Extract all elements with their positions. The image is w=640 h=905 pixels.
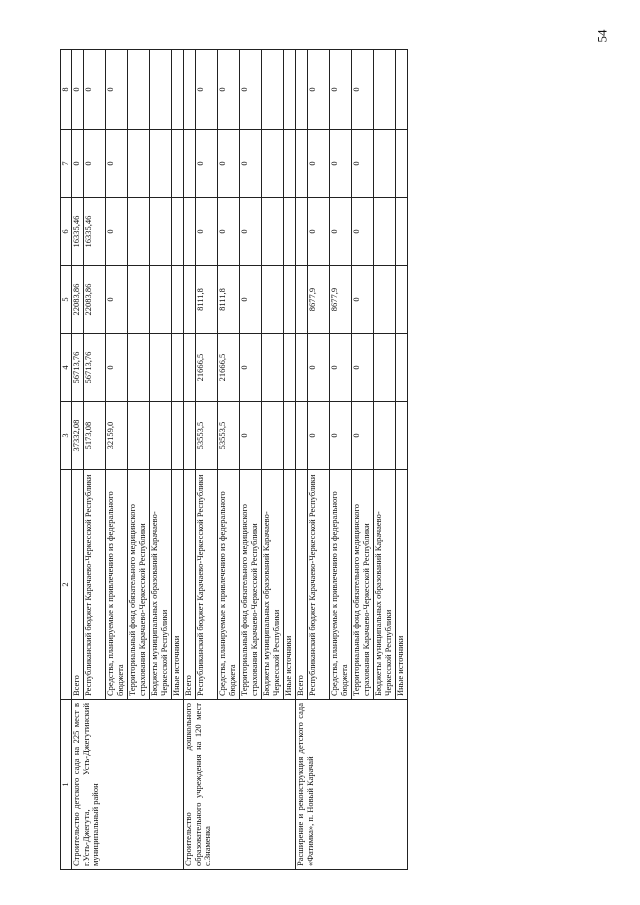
amount-cell bbox=[374, 50, 396, 130]
table-row bbox=[296, 50, 308, 870]
amount-cell bbox=[284, 266, 296, 334]
amount-cell: 5173,08 bbox=[84, 402, 106, 470]
amount-cell bbox=[128, 334, 150, 402]
amount-cell: 0 bbox=[308, 334, 330, 402]
amount-cell bbox=[150, 130, 172, 198]
amount-cell: 0 bbox=[352, 130, 374, 198]
amount-cell bbox=[184, 50, 196, 130]
amount-cell bbox=[374, 334, 396, 402]
amount-cell bbox=[184, 402, 196, 470]
amount-cell: 8111,8 bbox=[218, 266, 240, 334]
amount-cell bbox=[150, 402, 172, 470]
amount-cell bbox=[184, 334, 196, 402]
funding-source-label: Республиканский бюджет Карачаево-Черкесской Республики bbox=[196, 470, 218, 700]
rotated-table-container bbox=[60, 50, 600, 870]
amount-cell: 0 bbox=[218, 198, 240, 266]
amount-cell bbox=[284, 130, 296, 198]
amount-cell: 0 bbox=[330, 50, 352, 130]
amount-cell: 0 bbox=[240, 402, 262, 470]
funding-source-label: Средства, планируемые к привлечению из федерального бюджета bbox=[330, 470, 352, 700]
column-header: 3 bbox=[61, 402, 72, 470]
amount-cell: 0 bbox=[72, 130, 84, 198]
amount-cell bbox=[296, 402, 308, 470]
amount-cell: 0 bbox=[196, 198, 218, 266]
amount-cell bbox=[396, 266, 408, 334]
amount-cell bbox=[172, 402, 184, 470]
amount-cell bbox=[128, 266, 150, 334]
amount-cell: 53553,5 bbox=[196, 402, 218, 470]
funding-source-label: Территориальный фонд обязательного медицинского страхования Карачаево-Черкесской Республики bbox=[240, 470, 262, 700]
amount-cell: 0 bbox=[308, 402, 330, 470]
amount-cell bbox=[396, 198, 408, 266]
amount-cell: 16335,46 bbox=[72, 198, 84, 266]
amount-cell: 0 bbox=[240, 50, 262, 130]
funding-source-label: Республиканский бюджет Карачаево-Черкесской Республики bbox=[84, 470, 106, 700]
funding-source-label: Всего bbox=[72, 470, 84, 700]
funding-table bbox=[60, 49, 408, 870]
amount-cell bbox=[172, 50, 184, 130]
amount-cell bbox=[184, 198, 196, 266]
amount-cell bbox=[262, 50, 284, 130]
amount-cell bbox=[128, 402, 150, 470]
amount-cell bbox=[284, 402, 296, 470]
amount-cell: 0 bbox=[352, 50, 374, 130]
amount-cell bbox=[396, 50, 408, 130]
amount-cell bbox=[184, 266, 196, 334]
amount-cell bbox=[128, 198, 150, 266]
column-header: 8 bbox=[61, 50, 72, 130]
amount-cell: 0 bbox=[84, 130, 106, 198]
column-header: 5 bbox=[61, 266, 72, 334]
funding-source-label: Средства, планируемые к привлечению из федерального бюджета bbox=[106, 470, 128, 700]
amount-cell: 8111,8 bbox=[196, 266, 218, 334]
amount-cell: 0 bbox=[330, 334, 352, 402]
amount-cell bbox=[374, 266, 396, 334]
column-header: 1 bbox=[61, 700, 72, 870]
amount-cell bbox=[396, 130, 408, 198]
funding-source-label: Иные источники bbox=[172, 470, 184, 700]
amount-cell: 0 bbox=[352, 266, 374, 334]
amount-cell: 0 bbox=[330, 198, 352, 266]
amount-cell: 0 bbox=[240, 130, 262, 198]
amount-cell bbox=[262, 402, 284, 470]
funding-source-label: Всего bbox=[296, 470, 308, 700]
amount-cell bbox=[374, 130, 396, 198]
amount-cell bbox=[262, 334, 284, 402]
amount-cell bbox=[172, 198, 184, 266]
amount-cell: 0 bbox=[218, 130, 240, 198]
amount-cell bbox=[296, 266, 308, 334]
funding-source-label: Территориальный фонд обязательного медицинского страхования Карачаево-Черкесской Республики bbox=[352, 470, 374, 700]
amount-cell: 56713,76 bbox=[84, 334, 106, 402]
page-number: 54 bbox=[594, 29, 610, 43]
amount-cell bbox=[296, 50, 308, 130]
amount-cell: 0 bbox=[106, 266, 128, 334]
amount-cell bbox=[150, 334, 172, 402]
amount-cell bbox=[172, 130, 184, 198]
project-name: Строительство детского сада на 225 мест в г.Усть-Джегута, Усть-Джегутинский муниципальный район bbox=[72, 700, 184, 870]
amount-cell: 0 bbox=[106, 198, 128, 266]
table-row bbox=[184, 50, 196, 870]
amount-cell: 21666,5 bbox=[218, 334, 240, 402]
amount-cell: 0 bbox=[308, 50, 330, 130]
amount-cell: 0 bbox=[84, 50, 106, 130]
amount-cell: 0 bbox=[352, 402, 374, 470]
amount-cell: 0 bbox=[72, 50, 84, 130]
amount-cell: 53553,5 bbox=[218, 402, 240, 470]
amount-cell: 56713,76 bbox=[72, 334, 84, 402]
amount-cell: 0 bbox=[106, 334, 128, 402]
amount-cell bbox=[128, 50, 150, 130]
amount-cell bbox=[172, 334, 184, 402]
amount-cell: 0 bbox=[352, 198, 374, 266]
amount-cell bbox=[262, 266, 284, 334]
amount-cell: 0 bbox=[106, 130, 128, 198]
amount-cell bbox=[284, 50, 296, 130]
amount-cell: 0 bbox=[352, 334, 374, 402]
funding-source-label: Всего bbox=[184, 470, 196, 700]
amount-cell: 37332,08 bbox=[72, 402, 84, 470]
amount-cell bbox=[284, 198, 296, 266]
column-header: 4 bbox=[61, 334, 72, 402]
project-name: Строительство дошкольного образовательного учреждения на 120 мест с.Знаменка bbox=[184, 700, 296, 870]
amount-cell: 8677,9 bbox=[330, 266, 352, 334]
amount-cell: 32159,0 bbox=[106, 402, 128, 470]
funding-source-label: Республиканский бюджет Карачаево-Черкесской Республики bbox=[308, 470, 330, 700]
header-row bbox=[61, 50, 72, 870]
amount-cell bbox=[396, 334, 408, 402]
amount-cell: 0 bbox=[196, 50, 218, 130]
column-header: 7 bbox=[61, 130, 72, 198]
amount-cell: 0 bbox=[308, 130, 330, 198]
amount-cell: 0 bbox=[196, 130, 218, 198]
table-row bbox=[72, 50, 84, 870]
funding-source-label: Территориальный фонд обязательного медицинского страхования Карачаево-Черкесской Республики bbox=[128, 470, 150, 700]
amount-cell bbox=[150, 266, 172, 334]
amount-cell bbox=[284, 334, 296, 402]
funding-source-label: Средства, планируемые к привлечению из федерального бюджета bbox=[218, 470, 240, 700]
amount-cell: 8677,9 bbox=[308, 266, 330, 334]
amount-cell: 0 bbox=[240, 334, 262, 402]
column-header: 6 bbox=[61, 198, 72, 266]
amount-cell bbox=[296, 334, 308, 402]
amount-cell bbox=[150, 198, 172, 266]
amount-cell bbox=[296, 198, 308, 266]
amount-cell: 0 bbox=[308, 198, 330, 266]
amount-cell bbox=[296, 130, 308, 198]
amount-cell: 0 bbox=[240, 266, 262, 334]
funding-source-label: Иные источники bbox=[396, 470, 408, 700]
funding-source-label: Иные источники bbox=[284, 470, 296, 700]
amount-cell bbox=[262, 130, 284, 198]
amount-cell bbox=[184, 130, 196, 198]
column-header: 2 bbox=[61, 470, 72, 700]
amount-cell: 21666,5 bbox=[196, 334, 218, 402]
amount-cell: 0 bbox=[240, 198, 262, 266]
funding-source-label: Бюджеты муниципальных образований Карачаево-Черкесской Республики bbox=[374, 470, 396, 700]
amount-cell bbox=[172, 266, 184, 334]
amount-cell bbox=[150, 50, 172, 130]
amount-cell: 0 bbox=[106, 50, 128, 130]
amount-cell bbox=[374, 198, 396, 266]
funding-source-label: Бюджеты муниципальных образований Карачаево-Черкесской Республики bbox=[262, 470, 284, 700]
project-name: Расширение и реконструкция детского сада «Фатимка», п. Новый Карачай bbox=[296, 700, 408, 870]
amount-cell bbox=[396, 402, 408, 470]
amount-cell: 0 bbox=[330, 402, 352, 470]
amount-cell: 16335,46 bbox=[84, 198, 106, 266]
amount-cell: 22083,86 bbox=[84, 266, 106, 334]
amount-cell: 22083,86 bbox=[72, 266, 84, 334]
amount-cell: 0 bbox=[330, 130, 352, 198]
amount-cell: 0 bbox=[218, 50, 240, 130]
amount-cell bbox=[374, 402, 396, 470]
amount-cell bbox=[262, 198, 284, 266]
funding-source-label: Бюджеты муниципальных образований Карачаево-Черкесской Республики bbox=[150, 470, 172, 700]
amount-cell bbox=[128, 130, 150, 198]
